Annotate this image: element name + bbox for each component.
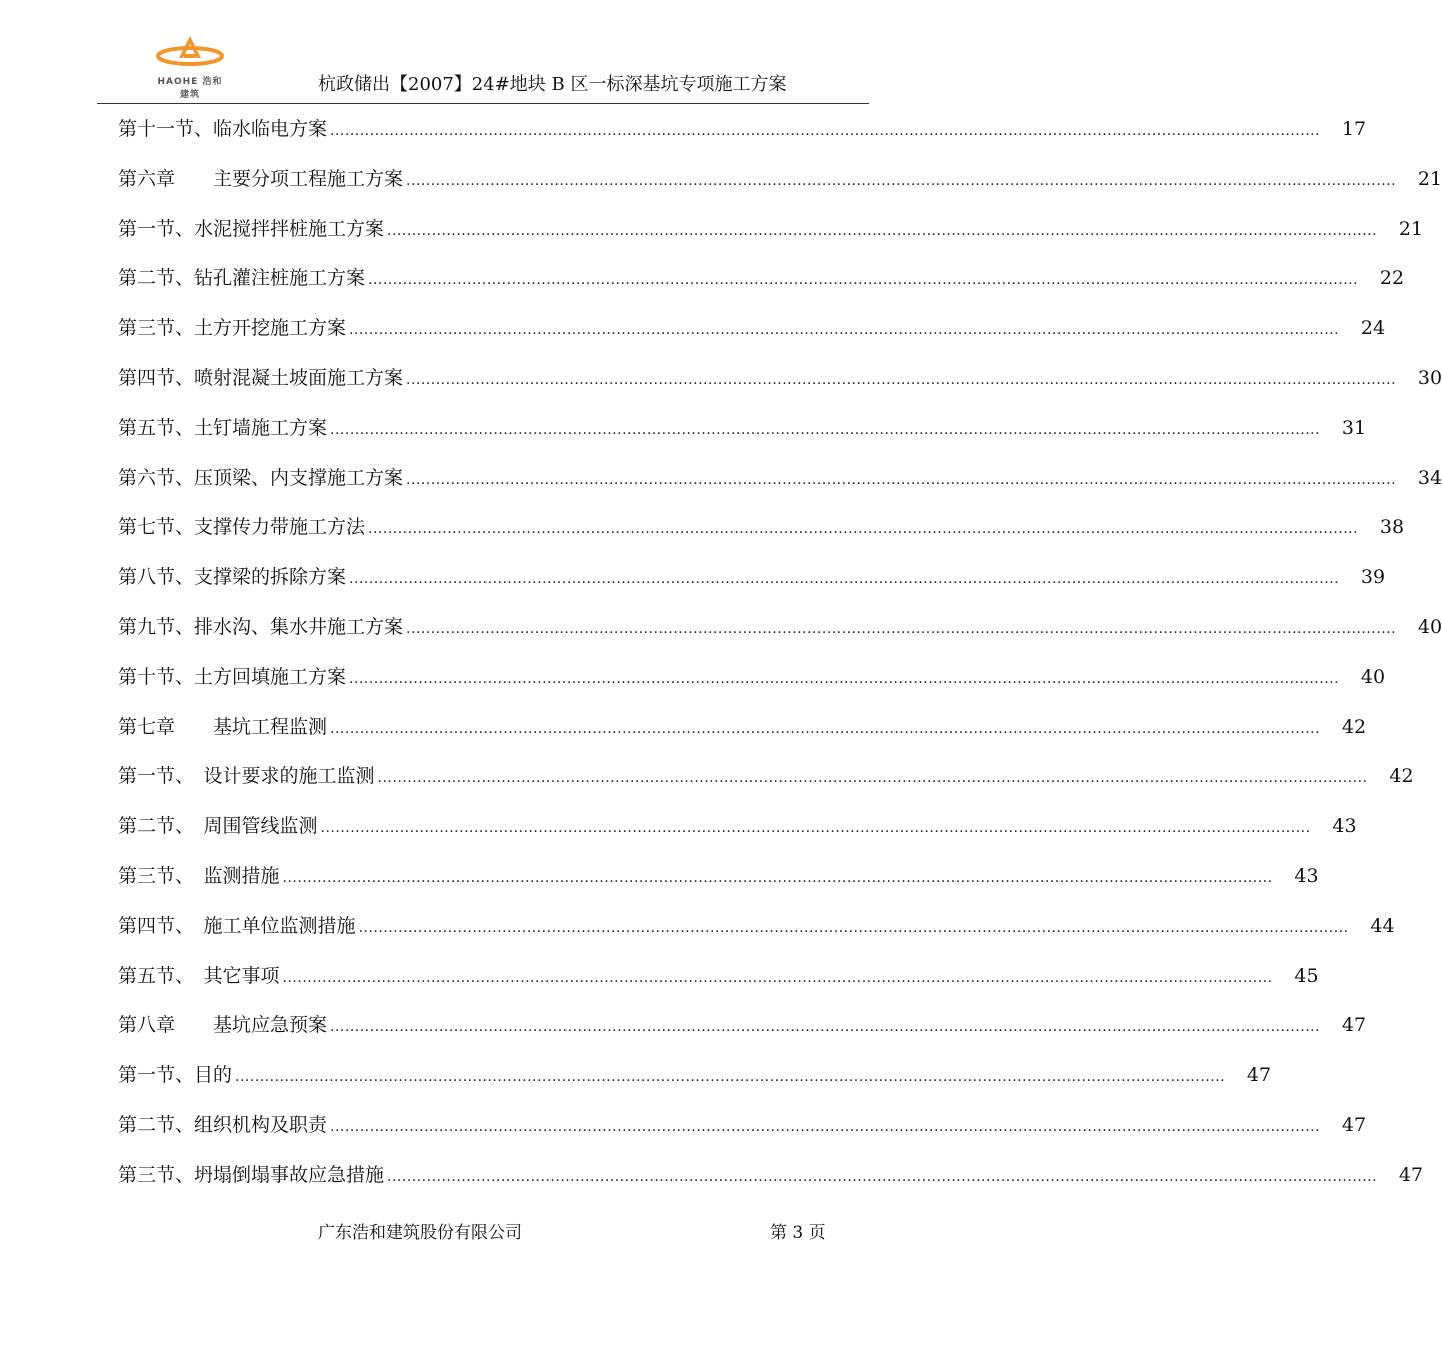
toc-entry-label: 第九节、排水沟、集水井施工方案	[118, 615, 404, 638]
toc-entry-page: 47	[1246, 1064, 1272, 1087]
toc-entry-page: 43	[1332, 815, 1357, 838]
toc-entry-label: 第六节、压顶梁、内支撑施工方案	[118, 466, 404, 489]
toc-entry-page: 42	[1341, 715, 1367, 738]
toc-entry[interactable]	[118, 952, 1319, 1002]
toc-entry-label: 第四节、喷射混凝土坡面施工方案	[118, 366, 404, 389]
toc-leader-dots: ........................................................................................................................................................................................................	[406, 620, 1397, 637]
footer-company: 广东浩和建筑股份有限公司	[318, 1223, 522, 1243]
toc-entry[interactable]	[118, 603, 1442, 653]
toc-entry-label: 第一节、水泥搅拌拌桩施工方案	[118, 217, 385, 240]
toc-entry[interactable]	[118, 852, 1319, 902]
toc-entry[interactable]	[118, 902, 1395, 952]
toc-entry-page: 47	[1398, 1163, 1424, 1186]
toc-leader-dots: ........................................................................................................................................................................................................	[330, 720, 1321, 737]
toc-entry-label: 第六章 主要分项工程施工方案	[118, 167, 404, 190]
toc-leader-dots: ........................................................................................................................................................................................................	[282, 869, 1273, 886]
toc-entry-label: 第一节、目的	[118, 1064, 233, 1087]
toc-entry-label: 第八章 基坑应急预案	[118, 1014, 328, 1037]
toc-entry-page: 44	[1370, 914, 1395, 937]
document-title: 杭政储出【2007】24#地块 B 区一标深基坑专项施工方案	[318, 74, 787, 95]
toc-entry-page: 17	[1341, 118, 1367, 140]
toc-entry-page: 47	[1341, 1014, 1367, 1037]
toc-entry-label: 第二节、钻孔灌注桩施工方案	[118, 267, 366, 290]
toc-leader-dots: ........................................................................................................................................................................................................	[282, 969, 1273, 986]
toc-entry-label: 第五节、土钉墙施工方案	[118, 416, 328, 439]
toc-entry-page: 45	[1294, 964, 1319, 987]
toc-leader-dots: ........................................................................................................................................................................................................	[349, 571, 1340, 588]
toc-entry[interactable]	[118, 205, 1424, 255]
toc-entry[interactable]	[118, 1051, 1272, 1101]
toc-leader-dots: ........................................................................................................................................................................................................	[368, 521, 1359, 538]
toc-leader-dots: ........................................................................................................................................................................................................	[330, 421, 1321, 438]
toc-entry[interactable]	[118, 254, 1405, 304]
toc-leader-dots: ........................................................................................................................................................................................................	[406, 371, 1397, 388]
toc-entry[interactable]	[118, 1151, 1424, 1201]
toc-leader-dots: ........................................................................................................................................................................................................	[349, 670, 1340, 687]
toc-entry-label: 第八节、支撑梁的拆除方案	[118, 566, 347, 589]
toc-entry[interactable]	[118, 1001, 1367, 1051]
toc-entry-label: 第七章 基坑工程监测	[118, 715, 328, 738]
toc-entry[interactable]	[118, 653, 1386, 703]
toc-entry-label: 第二节、 周围管线监测	[118, 815, 318, 838]
toc-leader-dots: ........................................................................................................................................................................................................	[358, 919, 1349, 936]
toc-entry[interactable]	[118, 752, 1414, 802]
toc-entry-page: 34	[1417, 466, 1442, 489]
toc-entry-label: 第七节、支撑传力带施工方法	[118, 516, 366, 539]
toc-entry-page: 30	[1417, 366, 1442, 389]
toc-entry-label: 第五节、 其它事项	[118, 964, 280, 987]
toc-entry[interactable]	[118, 454, 1442, 504]
toc-entry-page: 22	[1379, 267, 1405, 290]
toc-entry-label: 第三节、 监测措施	[118, 864, 280, 887]
haohe-logo-icon	[150, 34, 230, 74]
toc-entry-label: 第二节、组织机构及职责	[118, 1113, 328, 1136]
toc-leader-dots: ........................................................................................................................................................................................................	[377, 770, 1368, 787]
toc-entry-page: 40	[1360, 665, 1386, 688]
toc-leader-dots: ........................................................................................................................................................................................................	[368, 272, 1359, 289]
toc-entry[interactable]	[118, 1101, 1367, 1151]
toc-leader-dots: ........................................................................................................................................................................................................	[349, 322, 1340, 339]
toc-leader-dots: ........................................................................................................................................................................................................	[320, 820, 1311, 837]
toc-entry[interactable]	[118, 105, 1367, 155]
footer-page-number: 第 3 页	[770, 1223, 826, 1243]
toc-entry-page: 38	[1379, 516, 1405, 539]
toc-entry-label: 第十一节、临水临电方案	[118, 118, 328, 140]
toc-entry-page: 42	[1389, 765, 1414, 788]
toc-entry-label: 第三节、土方开挖施工方案	[118, 317, 347, 340]
toc-entry[interactable]	[118, 404, 1367, 454]
toc-entry[interactable]	[118, 703, 1367, 753]
toc-leader-dots: ........................................................................................................................................................................................................	[330, 1118, 1321, 1135]
toc-leader-dots: ........................................................................................................................................................................................................	[330, 1019, 1321, 1036]
company-logo	[150, 34, 230, 100]
logo-text: HAOHE 浩和建筑	[157, 77, 223, 100]
toc-entry-page: 21	[1398, 217, 1424, 240]
toc-entry-label: 第四节、 施工单位监测措施	[118, 914, 356, 937]
toc-entry-page: 39	[1360, 566, 1386, 589]
toc-leader-dots: ........................................................................................................................................................................................................	[387, 222, 1378, 239]
toc-entry[interactable]	[118, 503, 1405, 553]
toc-leader-dots: ........................................................................................................................................................................................................	[406, 172, 1397, 189]
toc-entry[interactable]	[118, 354, 1442, 404]
toc-entry[interactable]	[118, 553, 1386, 603]
toc-entry-page: 31	[1341, 416, 1367, 439]
toc-leader-dots: ........................................................................................................................................................................................................	[387, 1168, 1378, 1185]
toc-entry-page: 24	[1360, 317, 1386, 340]
page-header	[0, 0, 950, 106]
toc-entry[interactable]	[118, 802, 1357, 852]
toc-entry[interactable]	[118, 155, 1442, 205]
toc-entry[interactable]	[118, 304, 1386, 354]
toc-entry-label: 第十节、土方回填施工方案	[118, 665, 347, 688]
table-of-contents	[118, 105, 1442, 1201]
toc-entry-label: 第一节、 设计要求的施工监测	[118, 765, 375, 788]
toc-entry-page: 47	[1341, 1113, 1367, 1136]
toc-entry-label: 第三节、坍塌倒塌事故应急措施	[118, 1163, 385, 1186]
toc-leader-dots: ........................................................................................................................................................................................................	[406, 471, 1397, 488]
toc-entry-page: 43	[1294, 864, 1319, 887]
toc-leader-dots: ........................................................................................................................................................................................................	[330, 123, 1321, 139]
toc-entry-page: 40	[1417, 615, 1442, 638]
toc-leader-dots: ........................................................................................................................................................................................................	[235, 1069, 1226, 1086]
toc-entry-page: 21	[1417, 167, 1442, 190]
header-divider	[97, 103, 869, 104]
